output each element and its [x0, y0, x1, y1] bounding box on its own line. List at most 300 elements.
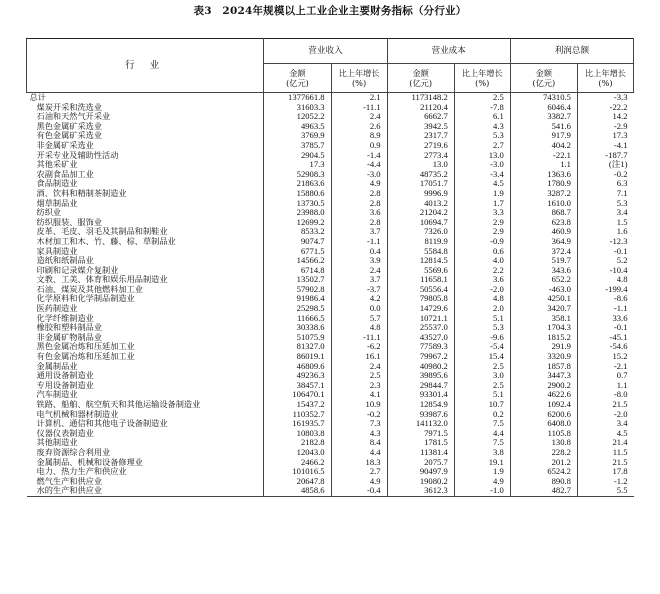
profit-amount-cell: 343.6 — [510, 266, 577, 276]
profit-growth-cell: -10.4 — [577, 266, 633, 276]
cost-growth-cell: 19.1 — [454, 458, 510, 468]
table-title: 表3 2024年规模以上工业企业主要财务指标（分行业） — [193, 5, 467, 17]
cost-amount-cell: 2773.4 — [387, 151, 454, 161]
cost-amount-cell: 93987.6 — [387, 410, 454, 420]
cost-amount-cell: 8119.9 — [387, 237, 454, 247]
cost-amount-cell: 48735.2 — [387, 170, 454, 180]
cost-amount-cell: 93301.4 — [387, 390, 454, 400]
profit-amount-cell: -22.1 — [510, 151, 577, 161]
industry-name-cell: 非金属矿采选业 — [36, 140, 94, 150]
revenue-amount-cell: 12699.2 — [264, 218, 331, 228]
revenue-amount-cell: 2182.8 — [264, 438, 331, 448]
table-row — [27, 131, 634, 141]
revenue-amount-cell: 110352.7 — [264, 410, 331, 420]
revenue-amount-cell: 86019.1 — [264, 352, 331, 362]
revenue-amount-cell: 91986.4 — [264, 294, 331, 304]
amount-header-text: 金额 (亿元) — [286, 68, 309, 88]
cost-growth-cell: 15.4 — [454, 352, 510, 362]
revenue-growth-cell: 0.9 — [331, 141, 387, 151]
amount-header — [510, 64, 577, 93]
cost-amount-cell: 2317.7 — [387, 131, 454, 141]
revenue-amount-cell: 25298.5 — [264, 304, 331, 314]
cost-growth-cell: 5.1 — [454, 390, 510, 400]
revenue-amount-cell: 1377661.8 — [264, 93, 331, 103]
cost-amount-cell: 11381.4 — [387, 448, 454, 458]
revenue-amount-cell: 12043.0 — [264, 448, 331, 458]
revenue-growth-cell: 8.9 — [331, 131, 387, 141]
table-row — [27, 381, 634, 391]
cost-amount-cell: 141132.0 — [387, 419, 454, 429]
table-row — [27, 285, 634, 295]
cost-growth-cell: 2.7 — [454, 141, 510, 151]
profit-amount-cell: 1.1 — [510, 160, 577, 170]
industry-name-cell: 纺织业 — [36, 208, 62, 218]
cost-amount-cell: 5569.6 — [387, 266, 454, 276]
profit-growth-cell: -0.2 — [577, 170, 633, 180]
revenue-growth-cell: -1.4 — [331, 151, 387, 161]
profit-amount-cell: 291.9 — [510, 342, 577, 352]
cost-growth-cell: 4.8 — [454, 294, 510, 304]
profit-amount-cell: 3287.2 — [510, 189, 577, 199]
revenue-growth-cell: 2.4 — [331, 266, 387, 276]
profit-amount-cell: 1704.3 — [510, 323, 577, 333]
profit-amount-cell: 4250.1 — [510, 294, 577, 304]
profit-amount-cell: 652.2 — [510, 275, 577, 285]
cost-growth-cell: -1.0 — [454, 486, 510, 496]
revenue-growth-cell: 18.3 — [331, 458, 387, 468]
profit-amount-cell: 404.2 — [510, 141, 577, 151]
industry-name-cell: 文教、工美、体育和娱乐用品制造业 — [36, 275, 168, 285]
revenue-growth-cell: 2.4 — [331, 362, 387, 372]
profit-amount-cell: 1857.8 — [510, 362, 577, 372]
profit-growth-cell: 21.5 — [577, 458, 633, 468]
cost-growth-cell: 1.9 — [454, 189, 510, 199]
profit-amount-cell: 1780.9 — [510, 179, 577, 189]
industry-name-cell: 其他采矿业 — [36, 160, 78, 170]
revenue-growth-cell: 2.6 — [331, 122, 387, 132]
profit-growth-cell: -1.2 — [577, 477, 633, 487]
revenue-amount-cell: 49236.3 — [264, 371, 331, 381]
revenue-growth-cell: -3.7 — [331, 285, 387, 295]
profit-growth-cell: 6.3 — [577, 179, 633, 189]
revenue-growth-cell: -0.4 — [331, 486, 387, 496]
revenue-amount-cell: 106470.1 — [264, 390, 331, 400]
amount-header — [387, 64, 454, 93]
revenue-amount-cell: 31603.3 — [264, 103, 331, 113]
profit-amount-cell: 4622.6 — [510, 390, 577, 400]
cost-amount-cell: 13.0 — [387, 160, 454, 170]
revenue-amount-cell: 46809.6 — [264, 362, 331, 372]
financial-table-container — [26, 38, 634, 497]
cost-growth-cell: 2.2 — [454, 266, 510, 276]
industry-name-cell: 金属制品、机械和设备修理业 — [36, 457, 143, 467]
revenue-growth-cell: 8.4 — [331, 438, 387, 448]
industry-name-cell: 家具制造业 — [36, 246, 78, 256]
revenue-growth-cell: 0.4 — [331, 247, 387, 257]
industry-name-cell: 仪器仪表制造业 — [36, 428, 94, 438]
revenue-growth-cell: 4.1 — [331, 390, 387, 400]
table-row — [27, 189, 634, 199]
industry-name-cell: 煤炭开采和洗选业 — [36, 102, 103, 112]
table-body — [27, 93, 634, 497]
table-row — [27, 227, 634, 237]
cost-amount-cell: 79805.8 — [387, 294, 454, 304]
profit-growth-cell: 3.4 — [577, 208, 633, 218]
table-row — [27, 93, 634, 103]
profit-amount-cell: 3447.3 — [510, 371, 577, 381]
revenue-growth-cell: 3.7 — [331, 227, 387, 237]
table-row — [27, 342, 634, 352]
revenue-amount-cell: 101016.5 — [264, 467, 331, 477]
profit-amount-cell: 519.7 — [510, 256, 577, 266]
revenue-growth-cell: 2.8 — [331, 189, 387, 199]
profit-amount-cell: 3382.7 — [510, 112, 577, 122]
revenue-growth-cell: 4.3 — [331, 429, 387, 439]
revenue-growth-cell: -6.2 — [331, 342, 387, 352]
revenue-amount-cell: 12052.2 — [264, 112, 331, 122]
revenue-amount-cell: 13502.7 — [264, 275, 331, 285]
industry-name-cell: 铁路、船舶、航空航天和其他运输设备制造业 — [36, 400, 201, 409]
profit-amount-cell: 6200.6 — [510, 410, 577, 420]
table-row — [27, 266, 634, 276]
profit-growth-cell: 3.4 — [577, 419, 633, 429]
cost-growth-cell: 7.5 — [454, 419, 510, 429]
profit-growth-cell: -1.1 — [577, 304, 633, 314]
industry-name-cell: 橡胶和塑料制品业 — [36, 323, 103, 333]
revenue-growth-cell: -11.1 — [331, 333, 387, 343]
cost-amount-cell: 50556.4 — [387, 285, 454, 295]
profit-growth-cell: 1.1 — [577, 381, 633, 391]
profit-amount-cell: 1610.0 — [510, 199, 577, 209]
revenue-growth-cell: 4.8 — [331, 323, 387, 333]
table-row — [27, 141, 634, 151]
profit-amount-cell: -463.0 — [510, 285, 577, 295]
revenue-amount-cell: 81327.0 — [264, 342, 331, 352]
table-row — [27, 275, 634, 285]
cost-amount-cell: 79967.2 — [387, 352, 454, 362]
table-row — [27, 294, 634, 304]
revenue-growth-cell: 3.6 — [331, 208, 387, 218]
table-row — [27, 218, 634, 228]
cost-amount-cell: 6662.7 — [387, 112, 454, 122]
revenue-amount-cell: 2466.2 — [264, 458, 331, 468]
table-row — [27, 170, 634, 180]
growth-header — [577, 64, 633, 93]
cost-growth-cell: 13.0 — [454, 151, 510, 161]
industry-name-cell: 汽车制造业 — [36, 390, 78, 400]
profit-growth-cell: 1.6 — [577, 227, 633, 237]
cost-amount-cell: 21120.4 — [387, 103, 454, 113]
profit-amount-cell: 1363.6 — [510, 170, 577, 180]
revenue-growth-cell: -0.2 — [331, 410, 387, 420]
cost-amount-cell: 14729.6 — [387, 304, 454, 314]
cost-amount-cell: 5584.8 — [387, 247, 454, 257]
profit-growth-cell: 5.3 — [577, 199, 633, 209]
revenue-amount-cell: 17.3 — [264, 160, 331, 170]
cost-amount-cell: 1781.5 — [387, 438, 454, 448]
table-row — [27, 323, 634, 333]
profit-growth-cell: 33.6 — [577, 314, 633, 324]
industry-name-cell: 黑色金属矿采选业 — [36, 121, 103, 131]
profit-growth-cell: 17.3 — [577, 131, 633, 141]
profit-growth-cell: (注1) — [577, 160, 633, 170]
revenue-growth-cell: 4.4 — [331, 448, 387, 458]
revenue-amount-cell: 3769.9 — [264, 131, 331, 141]
table-row — [27, 400, 634, 410]
industry-name-cell: 食品制造业 — [36, 179, 78, 189]
profit-growth-cell: -2.1 — [577, 362, 633, 372]
profit-amount-cell: 6046.4 — [510, 103, 577, 113]
profit-amount-cell: 2900.2 — [510, 381, 577, 391]
profit-growth-cell: 5.2 — [577, 256, 633, 266]
cost-growth-cell: 0.2 — [454, 410, 510, 420]
cost-growth-cell: 4.4 — [454, 429, 510, 439]
industry-name-cell: 烟草制品业 — [36, 198, 78, 208]
cost-growth-cell: 2.5 — [454, 93, 510, 103]
cost-growth-cell: -9.6 — [454, 333, 510, 343]
industry-name-cell: 石油和天然气开采业 — [36, 112, 111, 122]
table-row — [27, 371, 634, 381]
cost-amount-cell: 1173148.2 — [387, 93, 454, 103]
revenue-growth-cell: 2.7 — [331, 467, 387, 477]
industry-name-cell: 水的生产和供应业 — [27, 486, 264, 496]
industry-name-cell: 造纸和纸制品业 — [36, 256, 94, 266]
cost-amount-cell: 39895.6 — [387, 371, 454, 381]
revenue-growth-cell: 2.5 — [331, 371, 387, 381]
cost-amount-cell: 3612.3 — [387, 486, 454, 496]
cost-amount-cell: 40980.2 — [387, 362, 454, 372]
revenue-amount-cell: 2904.5 — [264, 151, 331, 161]
cost-amount-cell: 77589.3 — [387, 342, 454, 352]
profit-growth-cell: 1.5 — [577, 218, 633, 228]
revenue-amount-cell: 30338.6 — [264, 323, 331, 333]
table-row — [27, 160, 634, 170]
revenue-growth-cell: 4.2 — [331, 294, 387, 304]
profit-amount-cell: 358.1 — [510, 314, 577, 324]
table-row — [27, 429, 634, 439]
industry-name-cell: 石油、煤炭及其他燃料加工业 — [36, 284, 143, 294]
profit-amount-cell: 201.2 — [510, 458, 577, 468]
cost-growth-cell: -0.9 — [454, 237, 510, 247]
cost-growth-cell: 7.5 — [454, 438, 510, 448]
cost-growth-cell: -5.4 — [454, 342, 510, 352]
table-row — [27, 486, 634, 496]
table-row — [27, 333, 634, 343]
industry-name-cell: 开采专业及辅助性活动 — [36, 150, 119, 160]
revenue-growth-cell: -11.1 — [331, 103, 387, 113]
revenue-growth-cell: 16.1 — [331, 352, 387, 362]
revenue-amount-cell: 15437.2 — [264, 400, 331, 410]
table-row — [27, 458, 634, 468]
revenue-amount-cell: 14566.2 — [264, 256, 331, 266]
profit-growth-cell: -199.4 — [577, 285, 633, 295]
growth-header-text: 比上年增长 (%) — [338, 68, 380, 88]
revenue-group-header: 营业收入 — [264, 39, 387, 64]
profit-growth-cell: -2.9 — [577, 122, 633, 132]
revenue-growth-cell: 10.9 — [331, 400, 387, 410]
cost-growth-cell: 4.5 — [454, 179, 510, 189]
revenue-amount-cell: 11666.5 — [264, 314, 331, 324]
revenue-growth-cell: -3.0 — [331, 170, 387, 180]
profit-growth-cell: -12.3 — [577, 237, 633, 247]
revenue-amount-cell: 23988.0 — [264, 208, 331, 218]
revenue-amount-cell: 38457.1 — [264, 381, 331, 391]
table-row — [27, 199, 634, 209]
revenue-growth-cell: 2.1 — [331, 93, 387, 103]
cost-growth-cell: 4.0 — [454, 256, 510, 266]
cost-amount-cell: 17051.7 — [387, 179, 454, 189]
industry-name-cell: 非金属矿物制品业 — [36, 332, 103, 342]
amount-header-text: 金额 (亿元) — [532, 68, 556, 88]
profit-growth-cell: -0.1 — [577, 247, 633, 257]
profit-growth-cell: -45.1 — [577, 333, 633, 343]
cost-growth-cell: 0.6 — [454, 247, 510, 257]
table-row — [27, 179, 634, 189]
table-row — [27, 390, 634, 400]
profit-growth-cell: 15.2 — [577, 352, 633, 362]
profit-amount-cell: 74310.5 — [510, 93, 577, 103]
industry-name-cell: 印刷和记录媒介复制业 — [36, 265, 119, 275]
revenue-growth-cell: 5.7 — [331, 314, 387, 324]
profit-amount-cell: 1092.4 — [510, 400, 577, 410]
profit-growth-cell: -3.3 — [577, 93, 633, 103]
revenue-growth-cell: 2.3 — [331, 381, 387, 391]
revenue-growth-cell: 2.8 — [331, 218, 387, 228]
profit-growth-cell: 11.5 — [577, 448, 633, 458]
revenue-amount-cell: 6771.5 — [264, 247, 331, 257]
cost-amount-cell: 7971.5 — [387, 429, 454, 439]
revenue-amount-cell: 8533.2 — [264, 227, 331, 237]
table-row — [27, 352, 634, 362]
table-row — [27, 122, 634, 132]
table-row — [27, 438, 634, 448]
profit-amount-cell: 3420.7 — [510, 304, 577, 314]
profit-amount-cell: 482.7 — [510, 486, 577, 496]
cost-amount-cell: 43527.0 — [387, 333, 454, 343]
revenue-growth-cell: -1.1 — [331, 237, 387, 247]
industry-name-cell: 电力、热力生产和供应业 — [36, 467, 127, 477]
profit-growth-cell: 21.4 — [577, 438, 633, 448]
profit-amount-cell: 1815.2 — [510, 333, 577, 343]
profit-growth-cell: -0.1 — [577, 323, 633, 333]
profit-amount-cell: 917.9 — [510, 131, 577, 141]
cost-group-header: 营业成本 — [387, 39, 510, 64]
cost-amount-cell: 12854.9 — [387, 400, 454, 410]
cost-growth-cell: 3.8 — [454, 448, 510, 458]
cost-amount-cell: 2075.7 — [387, 458, 454, 468]
cost-growth-cell: -3.4 — [454, 170, 510, 180]
profit-growth-cell: 7.1 — [577, 189, 633, 199]
financial-indicators-table — [26, 38, 634, 497]
industry-name-cell: 医药制造业 — [36, 304, 78, 314]
cost-growth-cell: -2.0 — [454, 285, 510, 295]
profit-growth-cell: -4.1 — [577, 141, 633, 151]
cost-growth-cell: 10.7 — [454, 400, 510, 410]
cost-growth-cell: 5.3 — [454, 131, 510, 141]
cost-amount-cell: 29844.7 — [387, 381, 454, 391]
revenue-amount-cell: 161935.7 — [264, 419, 331, 429]
cost-amount-cell: 90497.9 — [387, 467, 454, 477]
revenue-growth-cell: -4.4 — [331, 160, 387, 170]
table-row — [27, 304, 634, 314]
cost-growth-cell: 2.9 — [454, 218, 510, 228]
table-row — [27, 362, 634, 372]
profit-growth-cell: 5.5 — [577, 486, 633, 496]
profit-growth-cell: -187.7 — [577, 151, 633, 161]
industry-name-cell: 总计 — [29, 92, 46, 102]
table-row — [27, 410, 634, 420]
profit-growth-cell: 21.5 — [577, 400, 633, 410]
table-row — [27, 103, 634, 113]
cost-amount-cell: 12814.5 — [387, 256, 454, 266]
cost-growth-cell: 2.5 — [454, 362, 510, 372]
revenue-growth-cell: 3.7 — [331, 275, 387, 285]
profit-amount-cell: 3320.9 — [510, 352, 577, 362]
profit-amount-cell: 868.7 — [510, 208, 577, 218]
industry-name-cell: 有色金属矿采选业 — [36, 131, 103, 141]
profit-group-header: 利润总额 — [510, 39, 633, 64]
cost-growth-cell: 2.9 — [454, 227, 510, 237]
industry-name-cell: 通用设备制造业 — [36, 371, 94, 381]
revenue-amount-cell: 20647.8 — [264, 477, 331, 487]
cost-growth-cell: 4.3 — [454, 122, 510, 132]
industry-name-cell: 皮革、毛皮、羽毛及其制品和制鞋业 — [36, 227, 168, 237]
revenue-amount-cell: 51075.9 — [264, 333, 331, 343]
industry-name-cell: 农副食品加工业 — [36, 169, 94, 179]
profit-amount-cell: 623.8 — [510, 218, 577, 228]
profit-growth-cell: -22.2 — [577, 103, 633, 113]
cost-amount-cell: 2719.6 — [387, 141, 454, 151]
profit-growth-cell: -8.0 — [577, 390, 633, 400]
cost-amount-cell: 10721.1 — [387, 314, 454, 324]
industry-name-cell: 专用设备制造业 — [36, 380, 94, 390]
revenue-amount-cell: 4858.6 — [264, 486, 331, 496]
industry-name-cell: 黑色金属冶炼和压延加工业 — [36, 342, 135, 352]
profit-amount-cell: 460.9 — [510, 227, 577, 237]
profit-amount-cell: 6524.2 — [510, 467, 577, 477]
growth-header-text: 比上年增长 (%) — [461, 68, 503, 88]
cost-growth-cell: 2.5 — [454, 381, 510, 391]
growth-header-text: 比上年增长 (%) — [585, 68, 626, 88]
industry-name-cell: 酒、饮料和精制茶制造业 — [36, 188, 127, 198]
revenue-amount-cell: 13730.5 — [264, 199, 331, 209]
cost-growth-cell: 2.0 — [454, 304, 510, 314]
profit-amount-cell: 1105.8 — [510, 429, 577, 439]
profit-amount-cell: 541.6 — [510, 122, 577, 132]
cost-growth-cell: 3.3 — [454, 208, 510, 218]
cost-amount-cell: 19080.2 — [387, 477, 454, 487]
industry-name-cell: 燃气生产和供应业 — [36, 476, 103, 486]
industry-name-cell: 废弃资源综合利用业 — [36, 447, 111, 457]
profit-amount-cell: 130.8 — [510, 438, 577, 448]
cost-growth-cell: 3.6 — [454, 275, 510, 285]
revenue-growth-cell: 7.3 — [331, 419, 387, 429]
profit-amount-cell: 364.9 — [510, 237, 577, 247]
cost-amount-cell: 3942.5 — [387, 122, 454, 132]
industry-header: 行 业 — [27, 39, 264, 93]
revenue-amount-cell: 3785.7 — [264, 141, 331, 151]
industry-name-cell: 化学原料和化学制品制造业 — [36, 294, 135, 304]
revenue-growth-cell: 3.9 — [331, 256, 387, 266]
revenue-growth-cell: 2.8 — [331, 199, 387, 209]
profit-growth-cell: 4.8 — [577, 275, 633, 285]
profit-growth-cell: -54.6 — [577, 342, 633, 352]
table-row — [27, 314, 634, 324]
profit-growth-cell: 17.8 — [577, 467, 633, 477]
cost-amount-cell: 4013.2 — [387, 199, 454, 209]
cost-amount-cell: 7326.0 — [387, 227, 454, 237]
revenue-amount-cell: 57902.8 — [264, 285, 331, 295]
